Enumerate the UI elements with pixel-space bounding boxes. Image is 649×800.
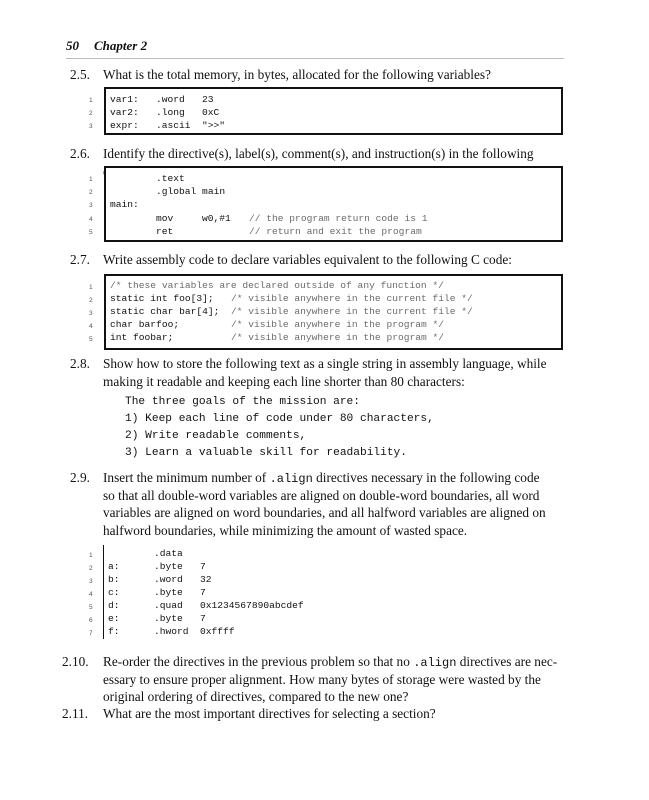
- code-line: char barfoo; /* visible anywhere in the program */: [110, 319, 445, 330]
- question-number: 2.9.: [70, 470, 90, 485]
- question-number: 2.10.: [62, 654, 89, 669]
- line-number: 2: [89, 110, 93, 117]
- line-number: 1: [89, 552, 93, 559]
- line-number: 2: [89, 297, 93, 304]
- line-number: 5: [89, 336, 93, 343]
- question-text-line: Insert the minimum number of .align directives necessary in the following code: [103, 470, 540, 486]
- code-box-2-7: /* these variables are declared outside of any function */ static int foo[3]; /* visible anywhere in the current file */ static char bar[4]; /* visible anywhere in the current file */ char barfoo; /* visible anywhere in the program */ int foobar; /* visible anywhere in the program */: [104, 274, 563, 350]
- question-text-line: making it readable and keeping each line shorter than 80 characters:: [103, 373, 465, 389]
- line-number: 5: [89, 229, 93, 236]
- question-number: 2.7.: [70, 252, 90, 267]
- line-number: 1: [89, 284, 93, 291]
- question-number: 2.8.: [70, 356, 90, 371]
- code-box-2-6: .text .global main main: mov w0,#1 // the program return code is 1 ret // return and exit the program: [104, 166, 563, 242]
- line-number: 3: [89, 123, 93, 130]
- line-number: 6: [89, 617, 93, 624]
- code-line: ret // return and exit the program: [156, 226, 422, 237]
- line-number: 3: [89, 310, 93, 317]
- code-line: expr: .ascii ">>": [110, 120, 226, 131]
- line-number: 4: [89, 591, 93, 598]
- line-number: 1: [89, 97, 93, 104]
- question-text: Write assembly code to declare variables equivalent to the following C code:: [103, 252, 512, 267]
- chapter-title: Chapter 2: [94, 38, 148, 53]
- code-line: static char bar[4]; /* visible anywhere in the current file */: [110, 306, 473, 317]
- goal-line: 2) Write readable comments,: [125, 430, 307, 442]
- question-2-8: [70, 355, 560, 391]
- question-2-10: [62, 653, 560, 707]
- line-number: 3: [89, 202, 93, 209]
- code-line: static int foo[3]; /* visible anywhere in the current file */: [110, 293, 473, 304]
- question-text: Identify the directive(s), label(s), comment(s), and instruction(s) in the following: [103, 146, 534, 161]
- code-line: int foobar; /* visible anywhere in the program */: [110, 332, 445, 343]
- page-number: 50: [66, 38, 79, 53]
- line-number: 2: [89, 189, 93, 196]
- line-number: 4: [89, 323, 93, 330]
- code-box-2-5: [104, 87, 563, 135]
- question-text-line: halfword boundaries, while minimizing the amount of wasted space.: [103, 522, 468, 538]
- line-number: 5: [89, 604, 93, 611]
- code-line: var2: .long 0xC: [110, 107, 220, 118]
- line-number: 3: [89, 578, 93, 585]
- code-box-2-9: .data a: .byte 7 b: .word 32 c: .byte 7 d: .quad 0x1234567890abcdef e: .byte 7 f: .hword 0xffff: [104, 545, 559, 639]
- question-number: 2.5.: [70, 67, 90, 82]
- question-number: 2.11.: [62, 706, 89, 721]
- question-text-line: Re-order the directives in the previous problem so that no .align directives are nec-: [103, 654, 558, 670]
- question-text: What are the most important directives for selecting a section?: [103, 706, 436, 721]
- question-2-9: [70, 469, 560, 541]
- line-number: 7: [89, 630, 93, 637]
- question-text: What is the total memory, in bytes, allocated for the following variables?: [103, 67, 491, 82]
- goal-line: The three goals of the mission are:: [125, 396, 360, 408]
- page-header: [66, 38, 564, 59]
- question-text-line: Show how to store the following text as a single string in assembly language, while: [103, 356, 547, 371]
- goal-line: 3) Learn a valuable skill for readability.: [125, 447, 407, 459]
- line-number: 1: [89, 176, 93, 183]
- question-text-line: variables are aligned on word boundaries, and all halfword variables are aligned on: [103, 505, 546, 520]
- question-text-line: original ordering of directives, compared to the new one?: [103, 689, 409, 704]
- question-number: 2.6.: [70, 146, 90, 161]
- line-number: 4: [89, 216, 93, 223]
- code-line: mov w0,#1 // the program return code is 1: [156, 213, 428, 224]
- line-number: 2: [89, 565, 93, 572]
- goal-line: 1) Keep each line of code under 80 characters,: [125, 413, 434, 425]
- code-line: var1: .word 23: [110, 94, 214, 105]
- question-text-line: so that all double-word variables are aligned on double-word boundaries, all word: [103, 487, 540, 503]
- question-text-line: essary to ensure proper alignment. How many bytes of storage were wasted by the: [103, 671, 541, 687]
